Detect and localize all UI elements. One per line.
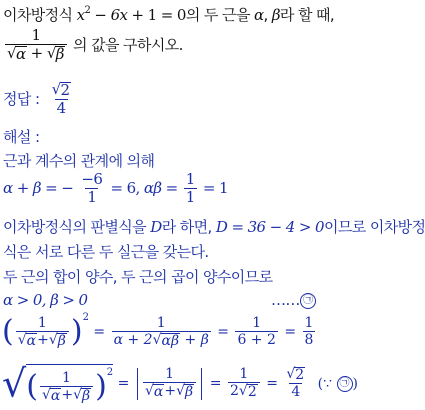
problem-target-fraction: 1 √ α + √ β — [5, 28, 67, 63]
problem-question: 의 값을 구하시오. — [73, 35, 183, 54]
reference-marker: …… ㉠ — [271, 291, 316, 309]
answer-value: √ 2 4 — [51, 80, 70, 117]
vieta-equation: α + β = − $\frac{-6}{1}$ = 6, αβ = $\frac{1}{1}$ = 1 — [3, 170, 229, 206]
problem-line-1: 이차방정식 $x^2 - 6x + 1 = 0$의 두 근을 α, β라 할 때, — [3, 5, 335, 24]
step1-title: 근과 계수의 관계에 의해 — [3, 152, 155, 170]
solution-header: 해설 : — [3, 128, 40, 146]
problem-prefix: 이차방정식 — [3, 6, 73, 24]
problem-equation: $x^2 - 6x + 1 = 0$ — [76, 5, 186, 24]
answer-line — [3, 82, 75, 117]
circled-reference-icon: ㉠ — [300, 293, 316, 309]
sign-line: 두 근의 합이 양수, 두 근의 곱이 양수이므로 — [3, 268, 273, 286]
final-step: √( 1 √ α + √ β )$^2$ = 1 √ α + √ β = 1 2 √ 2 = √ 2 4 (∵ ㉠ ) — [2, 361, 358, 406]
discriminant-line-2: 식은 서로 다른 두 실근을 갖는다. — [3, 243, 209, 261]
problem-line-2 — [3, 28, 183, 63]
problem-beta: β — [271, 6, 280, 24]
problem-suffix: 라 할 때, — [279, 6, 335, 24]
discriminant-expression: D = 36 − 4 > 0 — [215, 218, 324, 236]
discriminant-line-1: 이차방정식의 판별식을 D라 하면, D = 36 − 4 > 0이므로 이차방정 — [3, 218, 425, 236]
problem-alpha: α — [253, 6, 264, 24]
square-step: ( 1 √ α + √ β )$^2$ = 1 α + 2 √ αβ + β = $\frac{1}{6 + 2}$ = $\frac{1}{8}$ — [2, 312, 314, 349]
positivity-line: α > 0, β > 0 …… ㉠ — [3, 291, 393, 309]
because-note: (∵ ㉠ ) — [317, 375, 358, 392]
circled-reference-icon: ㉠ — [337, 376, 353, 392]
problem-mid: 의 두 근을 — [185, 6, 250, 24]
answer-label: 정답 : — [3, 89, 40, 108]
fraction-numerator: 1 — [31, 26, 41, 44]
